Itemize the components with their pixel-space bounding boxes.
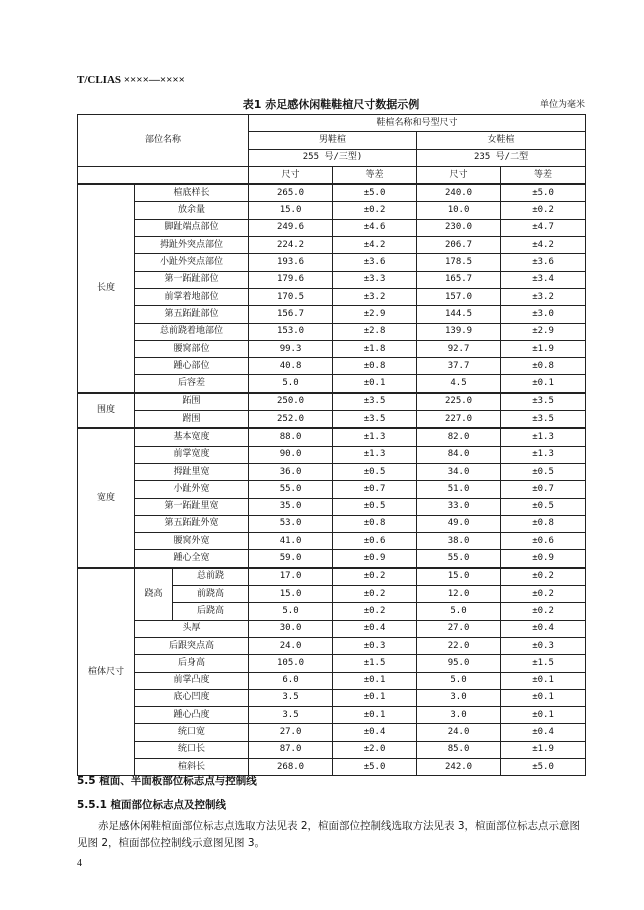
table-unit: 单位为毫米 bbox=[539, 100, 585, 110]
men-tolerance-cell: ±4.2 bbox=[333, 237, 417, 254]
head-men-tol-col: 等差 bbox=[333, 166, 417, 184]
standard-code: T/CLIAS ××××—×××× bbox=[77, 74, 185, 86]
men-size-cell: 40.8 bbox=[249, 358, 333, 375]
women-size-cell: 27.0 bbox=[417, 620, 501, 637]
men-size-cell: 179.6 bbox=[249, 271, 333, 288]
table-caption-row bbox=[77, 96, 585, 112]
row-label: 第五跖趾部位 bbox=[135, 306, 249, 323]
table-row bbox=[78, 358, 586, 375]
row-label: 第一跖趾部位 bbox=[135, 271, 249, 288]
women-tolerance-cell: ±1.9 bbox=[501, 741, 586, 758]
women-size-cell: 33.0 bbox=[417, 498, 501, 515]
row-label: 第五跖趾外宽 bbox=[135, 515, 249, 532]
row-label: 拇趾外突点部位 bbox=[135, 237, 249, 254]
women-size-cell: 178.5 bbox=[417, 254, 501, 271]
men-tolerance-cell: ±0.5 bbox=[333, 463, 417, 480]
women-size-cell: 85.0 bbox=[417, 741, 501, 758]
men-size-cell: 55.0 bbox=[249, 481, 333, 498]
men-size-cell: 6.0 bbox=[249, 672, 333, 689]
women-tolerance-cell: ±3.2 bbox=[501, 288, 586, 305]
women-size-cell: 3.0 bbox=[417, 707, 501, 724]
women-tolerance-cell: ±3.4 bbox=[501, 271, 586, 288]
page-number: 4 bbox=[77, 858, 82, 869]
women-tolerance-cell: ±0.4 bbox=[501, 620, 586, 637]
men-tolerance-cell: ±3.5 bbox=[333, 393, 417, 411]
men-size-cell: 250.0 bbox=[249, 393, 333, 411]
women-size-cell: 165.7 bbox=[417, 271, 501, 288]
table-row bbox=[78, 481, 586, 498]
table-row bbox=[78, 655, 586, 672]
table-head-row bbox=[78, 166, 586, 184]
women-size-cell: 206.7 bbox=[417, 237, 501, 254]
men-tolerance-cell: ±2.9 bbox=[333, 306, 417, 323]
women-tolerance-cell: ±0.2 bbox=[501, 586, 586, 603]
table-row bbox=[78, 411, 586, 429]
men-tolerance-cell: ±1.5 bbox=[333, 655, 417, 672]
women-size-cell: 51.0 bbox=[417, 481, 501, 498]
men-tolerance-cell: ±5.0 bbox=[333, 758, 417, 775]
men-tolerance-cell: ±3.3 bbox=[333, 271, 417, 288]
table-row bbox=[78, 707, 586, 724]
women-tolerance-cell: ±0.2 bbox=[501, 568, 586, 586]
men-size-cell: 17.0 bbox=[249, 568, 333, 586]
women-tolerance-cell: ±0.1 bbox=[501, 672, 586, 689]
women-size-cell: 24.0 bbox=[417, 724, 501, 741]
table-row bbox=[78, 463, 586, 480]
row-label: 楦底样长 bbox=[135, 184, 249, 202]
men-tolerance-cell: ±3.6 bbox=[333, 254, 417, 271]
row-label: 总前跷 bbox=[173, 568, 249, 586]
men-tolerance-cell: ±2.0 bbox=[333, 741, 417, 758]
women-tolerance-cell: ±1.9 bbox=[501, 340, 586, 357]
women-tolerance-cell: ±0.8 bbox=[501, 515, 586, 532]
men-tolerance-cell: ±0.7 bbox=[333, 481, 417, 498]
row-label: 腰窝外宽 bbox=[135, 533, 249, 550]
table-row bbox=[78, 724, 586, 741]
men-tolerance-cell: ±1.8 bbox=[333, 340, 417, 357]
men-size-cell: 3.5 bbox=[249, 707, 333, 724]
last-size-table bbox=[77, 114, 586, 776]
women-size-cell: 5.0 bbox=[417, 603, 501, 620]
table-row bbox=[78, 741, 586, 758]
table-row bbox=[78, 271, 586, 288]
row-label: 脚趾端点部位 bbox=[135, 219, 249, 236]
row-label: 跖围 bbox=[135, 393, 249, 411]
men-size-cell: 90.0 bbox=[249, 446, 333, 463]
row-label: 底心凹度 bbox=[135, 689, 249, 706]
row-label: 后跷高 bbox=[173, 603, 249, 620]
head-women-size: 235 号/二型 bbox=[417, 149, 586, 166]
men-tolerance-cell: ±0.2 bbox=[333, 568, 417, 586]
group-label: 长度 bbox=[78, 184, 135, 393]
men-tolerance-cell: ±0.1 bbox=[333, 689, 417, 706]
row-label: 踵心部位 bbox=[135, 358, 249, 375]
row-label: 小趾外宽 bbox=[135, 481, 249, 498]
women-tolerance-cell: ±0.7 bbox=[501, 481, 586, 498]
table-row bbox=[78, 515, 586, 532]
men-size-cell: 265.0 bbox=[249, 184, 333, 202]
table-row bbox=[78, 375, 586, 393]
row-label: 拇趾里宽 bbox=[135, 463, 249, 480]
women-size-cell: 15.0 bbox=[417, 568, 501, 586]
group-label: 围度 bbox=[78, 393, 135, 429]
women-size-cell: 3.0 bbox=[417, 689, 501, 706]
men-size-cell: 3.5 bbox=[249, 689, 333, 706]
table-title: 表1 赤足感休闲鞋鞋楦尺寸数据示例 bbox=[242, 98, 420, 111]
row-label: 后身高 bbox=[135, 655, 249, 672]
women-tolerance-cell: ±0.6 bbox=[501, 533, 586, 550]
women-size-cell: 49.0 bbox=[417, 515, 501, 532]
men-size-cell: 88.0 bbox=[249, 428, 333, 446]
table-row bbox=[78, 637, 586, 654]
women-size-cell: 92.7 bbox=[417, 340, 501, 357]
women-size-cell: 34.0 bbox=[417, 463, 501, 480]
table-row bbox=[78, 568, 586, 586]
women-size-cell: 12.0 bbox=[417, 586, 501, 603]
women-size-cell: 227.0 bbox=[417, 411, 501, 429]
table-row bbox=[78, 323, 586, 340]
table-row bbox=[78, 620, 586, 637]
women-size-cell: 225.0 bbox=[417, 393, 501, 411]
row-label: 放余量 bbox=[135, 202, 249, 219]
men-size-cell: 153.0 bbox=[249, 323, 333, 340]
women-tolerance-cell: ±1.3 bbox=[501, 428, 586, 446]
men-tolerance-cell: ±0.2 bbox=[333, 586, 417, 603]
row-label: 跗围 bbox=[135, 411, 249, 429]
women-tolerance-cell: ±0.2 bbox=[501, 202, 586, 219]
women-tolerance-cell: ±5.0 bbox=[501, 184, 586, 202]
men-size-cell: 36.0 bbox=[249, 463, 333, 480]
men-tolerance-cell: ±0.5 bbox=[333, 498, 417, 515]
women-tolerance-cell: ±0.1 bbox=[501, 707, 586, 724]
section-subheading: 5.5.1 楦面部位标志点及控制线 bbox=[77, 799, 227, 811]
table-row bbox=[78, 498, 586, 515]
women-size-cell: 95.0 bbox=[417, 655, 501, 672]
men-tolerance-cell: ±0.1 bbox=[333, 375, 417, 393]
table-body bbox=[78, 115, 586, 776]
group-label: 宽度 bbox=[78, 428, 135, 567]
men-size-cell: 24.0 bbox=[249, 637, 333, 654]
men-size-cell: 87.0 bbox=[249, 741, 333, 758]
head-women-tol-col: 等差 bbox=[501, 166, 586, 184]
men-size-cell: 224.2 bbox=[249, 237, 333, 254]
women-size-cell: 144.5 bbox=[417, 306, 501, 323]
row-label: 后跟突点高 bbox=[135, 637, 249, 654]
women-tolerance-cell: ±4.2 bbox=[501, 237, 586, 254]
head-women-title: 女鞋楦 bbox=[417, 132, 586, 149]
head-part-name: 部位名称 bbox=[78, 115, 249, 167]
subgroup-label: 跷高 bbox=[135, 568, 173, 620]
men-size-cell: 170.5 bbox=[249, 288, 333, 305]
row-label: 前掌凸度 bbox=[135, 672, 249, 689]
head-men-size-col: 尺寸 bbox=[249, 166, 333, 184]
men-size-cell: 249.6 bbox=[249, 219, 333, 236]
men-size-cell: 193.6 bbox=[249, 254, 333, 271]
table-row bbox=[78, 219, 586, 236]
row-label: 前跷高 bbox=[173, 586, 249, 603]
row-label: 统口长 bbox=[135, 741, 249, 758]
women-tolerance-cell: ±0.3 bbox=[501, 637, 586, 654]
table-row bbox=[78, 393, 586, 411]
men-tolerance-cell: ±0.2 bbox=[333, 603, 417, 620]
table-row bbox=[78, 288, 586, 305]
men-tolerance-cell: ±0.2 bbox=[333, 202, 417, 219]
row-label: 踵心凸度 bbox=[135, 707, 249, 724]
men-tolerance-cell: ±2.8 bbox=[333, 323, 417, 340]
women-tolerance-cell: ±5.0 bbox=[501, 758, 586, 775]
head-men-size: 255 号/三型) bbox=[249, 149, 417, 166]
women-size-cell: 55.0 bbox=[417, 550, 501, 568]
row-label: 后容差 bbox=[135, 375, 249, 393]
row-label: 腰窝部位 bbox=[135, 340, 249, 357]
table-row bbox=[78, 533, 586, 550]
men-tolerance-cell: ±0.3 bbox=[333, 637, 417, 654]
table-row bbox=[78, 237, 586, 254]
table-row bbox=[78, 550, 586, 568]
table-row bbox=[78, 184, 586, 202]
women-size-cell: 37.7 bbox=[417, 358, 501, 375]
head-blank bbox=[78, 166, 249, 184]
women-size-cell: 157.0 bbox=[417, 288, 501, 305]
women-size-cell: 22.0 bbox=[417, 637, 501, 654]
men-size-cell: 59.0 bbox=[249, 550, 333, 568]
men-tolerance-cell: ±4.6 bbox=[333, 219, 417, 236]
men-tolerance-cell: ±0.9 bbox=[333, 550, 417, 568]
women-size-cell: 230.0 bbox=[417, 219, 501, 236]
men-tolerance-cell: ±0.8 bbox=[333, 515, 417, 532]
men-size-cell: 252.0 bbox=[249, 411, 333, 429]
men-size-cell: 105.0 bbox=[249, 655, 333, 672]
group-label: 楦体尺寸 bbox=[78, 568, 135, 776]
women-size-cell: 84.0 bbox=[417, 446, 501, 463]
row-label: 总前跷着地部位 bbox=[135, 323, 249, 340]
men-size-cell: 99.3 bbox=[249, 340, 333, 357]
men-tolerance-cell: ±5.0 bbox=[333, 184, 417, 202]
men-size-cell: 15.0 bbox=[249, 202, 333, 219]
row-label: 第一跖趾里宽 bbox=[135, 498, 249, 515]
men-tolerance-cell: ±0.8 bbox=[333, 358, 417, 375]
men-size-cell: 156.7 bbox=[249, 306, 333, 323]
women-tolerance-cell: ±0.8 bbox=[501, 358, 586, 375]
men-size-cell: 5.0 bbox=[249, 603, 333, 620]
women-size-cell: 139.9 bbox=[417, 323, 501, 340]
women-size-cell: 10.0 bbox=[417, 202, 501, 219]
men-size-cell: 15.0 bbox=[249, 586, 333, 603]
women-tolerance-cell: ±0.5 bbox=[501, 498, 586, 515]
women-size-cell: 240.0 bbox=[417, 184, 501, 202]
row-label: 踵心全宽 bbox=[135, 550, 249, 568]
men-tolerance-cell: ±0.6 bbox=[333, 533, 417, 550]
women-tolerance-cell: ±2.9 bbox=[501, 323, 586, 340]
head-group-title: 鞋楦名称和号型尺寸 bbox=[249, 115, 586, 132]
women-tolerance-cell: ±1.3 bbox=[501, 446, 586, 463]
women-tolerance-cell: ±0.5 bbox=[501, 463, 586, 480]
men-size-cell: 53.0 bbox=[249, 515, 333, 532]
head-women-size-col: 尺寸 bbox=[417, 166, 501, 184]
row-label: 小趾外突点部位 bbox=[135, 254, 249, 271]
table-row bbox=[78, 672, 586, 689]
row-label: 头厚 bbox=[135, 620, 249, 637]
table-row bbox=[78, 446, 586, 463]
men-tolerance-cell: ±3.5 bbox=[333, 411, 417, 429]
head-men-title: 男鞋楦 bbox=[249, 132, 417, 149]
section-paragraph: 赤足感休闲鞋楦面部位标志点选取方法见表 2，楦面部位控制线选取方法见表 3，楦面部位标志点示意图见图 2，楦面部位控制线示意图见图 3。 bbox=[77, 820, 581, 849]
women-size-cell: 82.0 bbox=[417, 428, 501, 446]
women-size-cell: 5.0 bbox=[417, 672, 501, 689]
row-label: 前掌宽度 bbox=[135, 446, 249, 463]
row-label: 楦斜长 bbox=[135, 758, 249, 775]
women-tolerance-cell: ±3.5 bbox=[501, 393, 586, 411]
men-tolerance-cell: ±0.4 bbox=[333, 620, 417, 637]
women-tolerance-cell: ±0.9 bbox=[501, 550, 586, 568]
women-tolerance-cell: ±3.0 bbox=[501, 306, 586, 323]
men-size-cell: 5.0 bbox=[249, 375, 333, 393]
women-tolerance-cell: ±1.5 bbox=[501, 655, 586, 672]
women-tolerance-cell: ±0.2 bbox=[501, 603, 586, 620]
women-size-cell: 38.0 bbox=[417, 533, 501, 550]
women-tolerance-cell: ±0.1 bbox=[501, 375, 586, 393]
men-size-cell: 27.0 bbox=[249, 724, 333, 741]
men-tolerance-cell: ±3.2 bbox=[333, 288, 417, 305]
women-size-cell: 4.5 bbox=[417, 375, 501, 393]
table-row bbox=[78, 340, 586, 357]
men-size-cell: 268.0 bbox=[249, 758, 333, 775]
women-tolerance-cell: ±3.6 bbox=[501, 254, 586, 271]
row-label: 统口宽 bbox=[135, 724, 249, 741]
table-row bbox=[78, 689, 586, 706]
table-row bbox=[78, 306, 586, 323]
women-tolerance-cell: ±4.7 bbox=[501, 219, 586, 236]
men-tolerance-cell: ±1.3 bbox=[333, 446, 417, 463]
men-size-cell: 35.0 bbox=[249, 498, 333, 515]
women-tolerance-cell: ±0.4 bbox=[501, 724, 586, 741]
women-size-cell: 242.0 bbox=[417, 758, 501, 775]
men-tolerance-cell: ±0.1 bbox=[333, 707, 417, 724]
men-tolerance-cell: ±1.3 bbox=[333, 428, 417, 446]
men-tolerance-cell: ±0.1 bbox=[333, 672, 417, 689]
women-tolerance-cell: ±3.5 bbox=[501, 411, 586, 429]
table-row bbox=[78, 202, 586, 219]
men-size-cell: 30.0 bbox=[249, 620, 333, 637]
row-label: 前掌着地部位 bbox=[135, 288, 249, 305]
table-row bbox=[78, 428, 586, 446]
table-row bbox=[78, 254, 586, 271]
table-head-row bbox=[78, 115, 586, 132]
women-tolerance-cell: ±0.1 bbox=[501, 689, 586, 706]
men-size-cell: 41.0 bbox=[249, 533, 333, 550]
section-heading: 5.5 楦面、半面板部位标志点与控制线 bbox=[77, 775, 257, 787]
men-tolerance-cell: ±0.4 bbox=[333, 724, 417, 741]
row-label: 基本宽度 bbox=[135, 428, 249, 446]
